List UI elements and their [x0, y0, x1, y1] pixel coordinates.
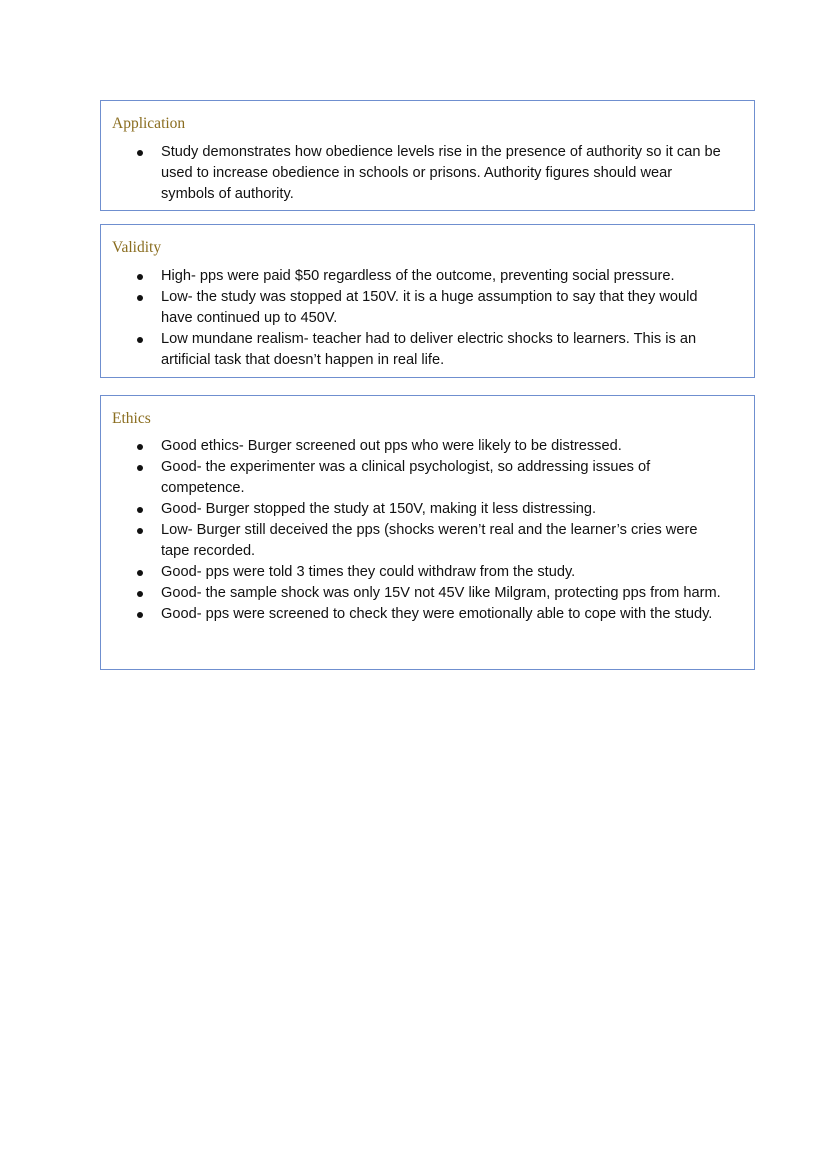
ethics-list — [101, 436, 721, 625]
application-list — [101, 142, 721, 205]
list-item: Good- the experimenter was a clinical psychologist, so addressing issues of competence. — [101, 457, 721, 499]
bullet-icon — [137, 507, 143, 513]
bullet-icon — [137, 337, 143, 343]
ethics-heading: Ethics — [112, 410, 151, 427]
application-box — [100, 100, 755, 211]
validity-heading: Validity — [112, 239, 162, 256]
ethics-box — [100, 395, 755, 670]
list-item: Good ethics- Burger screened out pps who were likely to be distressed. — [101, 436, 721, 457]
bullet-icon — [137, 612, 143, 618]
list-item: Low- Burger still deceived the pps (shocks weren’t real and the learner’s cries were tape recorded. — [101, 520, 721, 562]
bullet-icon — [137, 295, 143, 301]
list-item: Low mundane realism- teacher had to deliver electric shocks to learners. This is an artificial task that doesn’t happen in real life. — [101, 329, 721, 371]
bullet-icon — [137, 150, 143, 156]
bullet-icon — [137, 444, 143, 450]
bullet-icon — [137, 465, 143, 471]
list-item: Good- pps were screened to check they were emotionally able to cope with the study. — [101, 604, 721, 625]
bullet-icon — [137, 528, 143, 534]
list-item: Study demonstrates how obedience levels rise in the presence of authority so it can be used to increase obedience in schools or prisons. Authority figures should wear symbols of authority. — [101, 142, 721, 205]
validity-box — [100, 224, 755, 378]
list-item: Good- pps were told 3 times they could withdraw from the study. — [101, 562, 721, 583]
list-item: Good- Burger stopped the study at 150V, making it less distressing. — [101, 499, 721, 520]
list-item: High- pps were paid $50 regardless of the outcome, preventing social pressure. — [101, 266, 721, 287]
list-item: Low- the study was stopped at 150V. it is a huge assumption to say that they would have continued up to 450V. — [101, 287, 721, 329]
bullet-icon — [137, 570, 143, 576]
bullet-icon — [137, 274, 143, 280]
bullet-icon — [137, 591, 143, 597]
application-heading: Application — [112, 115, 186, 132]
list-item: Good- the sample shock was only 15V not 45V like Milgram, protecting pps from harm. — [101, 583, 721, 604]
validity-list — [101, 266, 721, 371]
